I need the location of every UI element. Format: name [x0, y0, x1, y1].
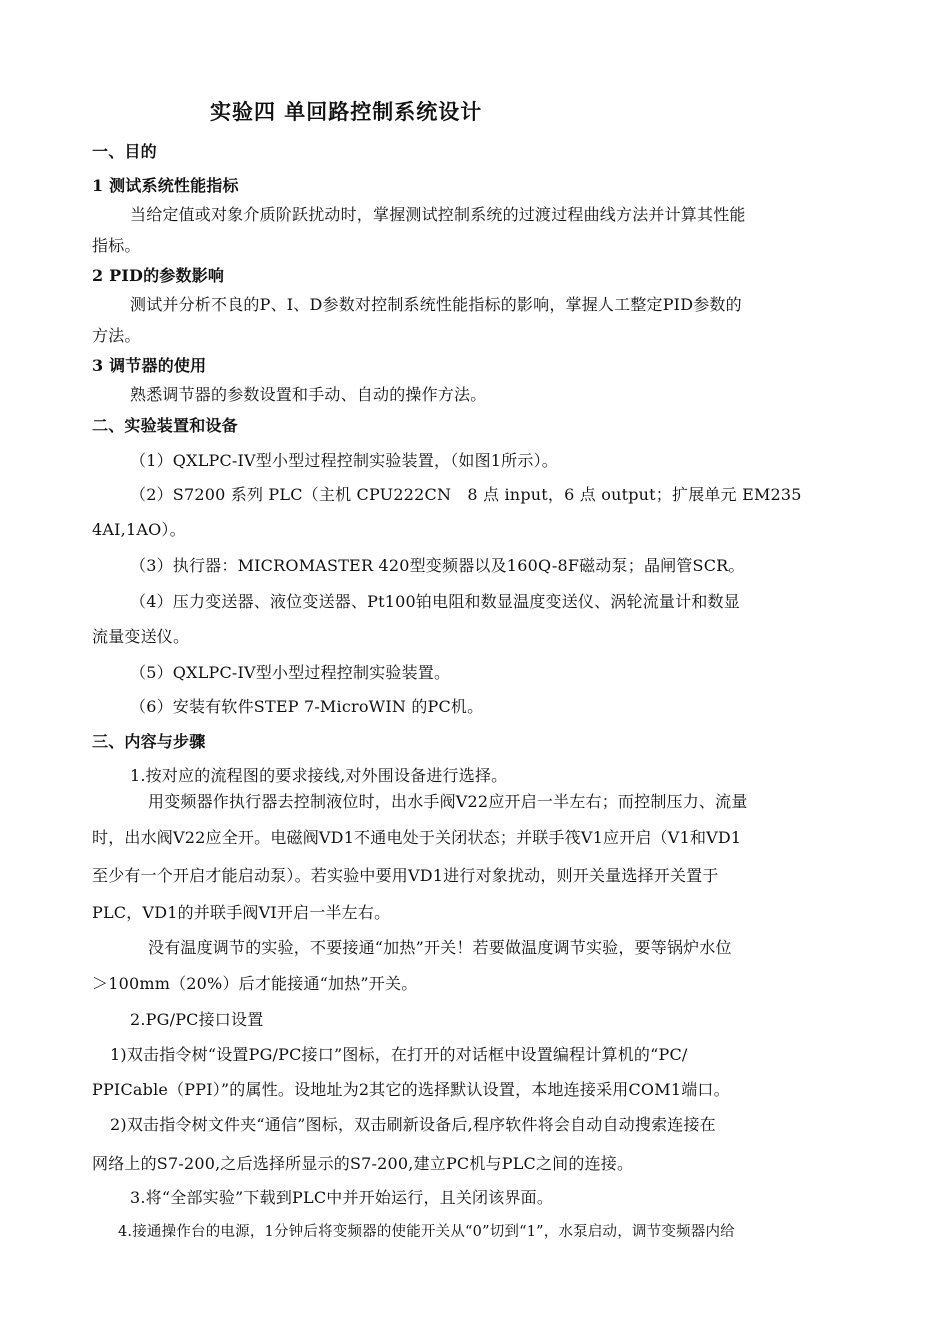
subheading-regulator: 3 调节器的使用 [92, 356, 207, 375]
list-item: （3）执行器：MICROMASTER 420型变频器以及160Q-8F磁动泵；晶闸管SCR。 [130, 556, 745, 575]
list-item: 4AI,1AO）。 [92, 520, 186, 539]
paragraph-line: 至少有一个开启才能启动泵）。若实验中要用VD1进行对象扰动，则开关量选择开关置于 [92, 866, 719, 885]
list-item: （1）QXLPC-IV型小型过程控制实验装置，（如图1所示）。 [130, 451, 558, 470]
list-item: （6）安装有软件STEP 7-MicroWIN 的PC机。 [130, 697, 484, 716]
paragraph-line: 用变频器作执行器去控制液位时，出水手阀V22应开启一半左右；而控制压力、流量 [148, 792, 748, 811]
section-heading-procedure: 三、内容与步骤 [92, 732, 206, 751]
paragraph-line: 时，出水阀V22应全开。电磁阀VD1不通电处于关闭状态；并联手筏V1应开启（V1和VD1 [92, 828, 742, 847]
paragraph-line: 当给定值或对象介质阶跃扰动时，掌握测试控制系统的过渡过程曲线方法并计算其性能 [130, 205, 746, 224]
list-item: 流量变送仪。 [92, 627, 190, 646]
paragraph-line: 测试并分析不良的P、I、D参数对控制系统性能指标的影响，掌握人工整定PID参数的 [130, 295, 742, 314]
paragraph-line: 网络上的S7-200,之后选择所显示的S7-200,建立PC机与PLC之间的连接。 [92, 1154, 634, 1173]
subheading-performance: 1 测试系统性能指标 [92, 176, 239, 195]
paragraph-line: ＞100mm（20%）后才能接通“加热”开关。 [92, 974, 418, 993]
section-heading-equipment: 二、实验装置和设备 [92, 416, 238, 435]
step-line: 1.按对应的流程图的要求接线,对外围设备进行选择。 [130, 766, 508, 785]
list-item: （4）压力变送器、液位变送器、Pt100铂电阻和数显温度变送仪、涡轮流量计和数显 [130, 592, 740, 611]
list-item: （5）QXLPC-IV型小型过程控制实验装置。 [130, 663, 451, 682]
paragraph-line: 熟悉调节器的参数设置和手动、自动的操作方法。 [130, 385, 487, 404]
paragraph-line: 1)双击指令树“设置PG/PC接口”图标，在打开的对话框中设置编程计算机的“PC/ [110, 1045, 688, 1064]
section-heading-purpose: 一、目的 [92, 142, 157, 161]
doc-title: 实验四 单回路控制系统设计 [210, 99, 483, 124]
paragraph-line: PPICable（PPI）”的属性。设地址为2其它的选择默认设置，本地连接采用COM1端口。 [92, 1080, 730, 1099]
step-line: 4.接通操作台的电源，1分钟后将变频器的使能开关从“0”切到“1”，水泵启动，调节变频器内给 [118, 1224, 735, 1240]
subheading-pid: 2 PID的参数影响 [92, 266, 225, 285]
paragraph-line: 2)双击指令树文件夹“通信”图标，双击刷新设备后,程序软件将会自动自动搜索连接在 [110, 1115, 716, 1134]
paragraph-line: 没有温度调节的实验，不要接通“加热”开关！若要做温度调节实验，要等锅炉水位 [148, 938, 732, 957]
step-line: 2.PG/PC接口设置 [130, 1010, 264, 1029]
paragraph-line: PLC，VD1的并联手阀VI开启一半左右。 [92, 903, 391, 922]
paragraph-line: 方法。 [92, 326, 141, 345]
list-item: （2）S7200 系列 PLC（主机 CPU222CN 8 点 input，6 点 output；扩展单元 EM235 [130, 485, 802, 504]
paragraph-line: 指标。 [92, 236, 141, 255]
step-line: 3.将“全部实验”下载到PLC中并开始运行，且关闭该界面。 [130, 1188, 554, 1207]
